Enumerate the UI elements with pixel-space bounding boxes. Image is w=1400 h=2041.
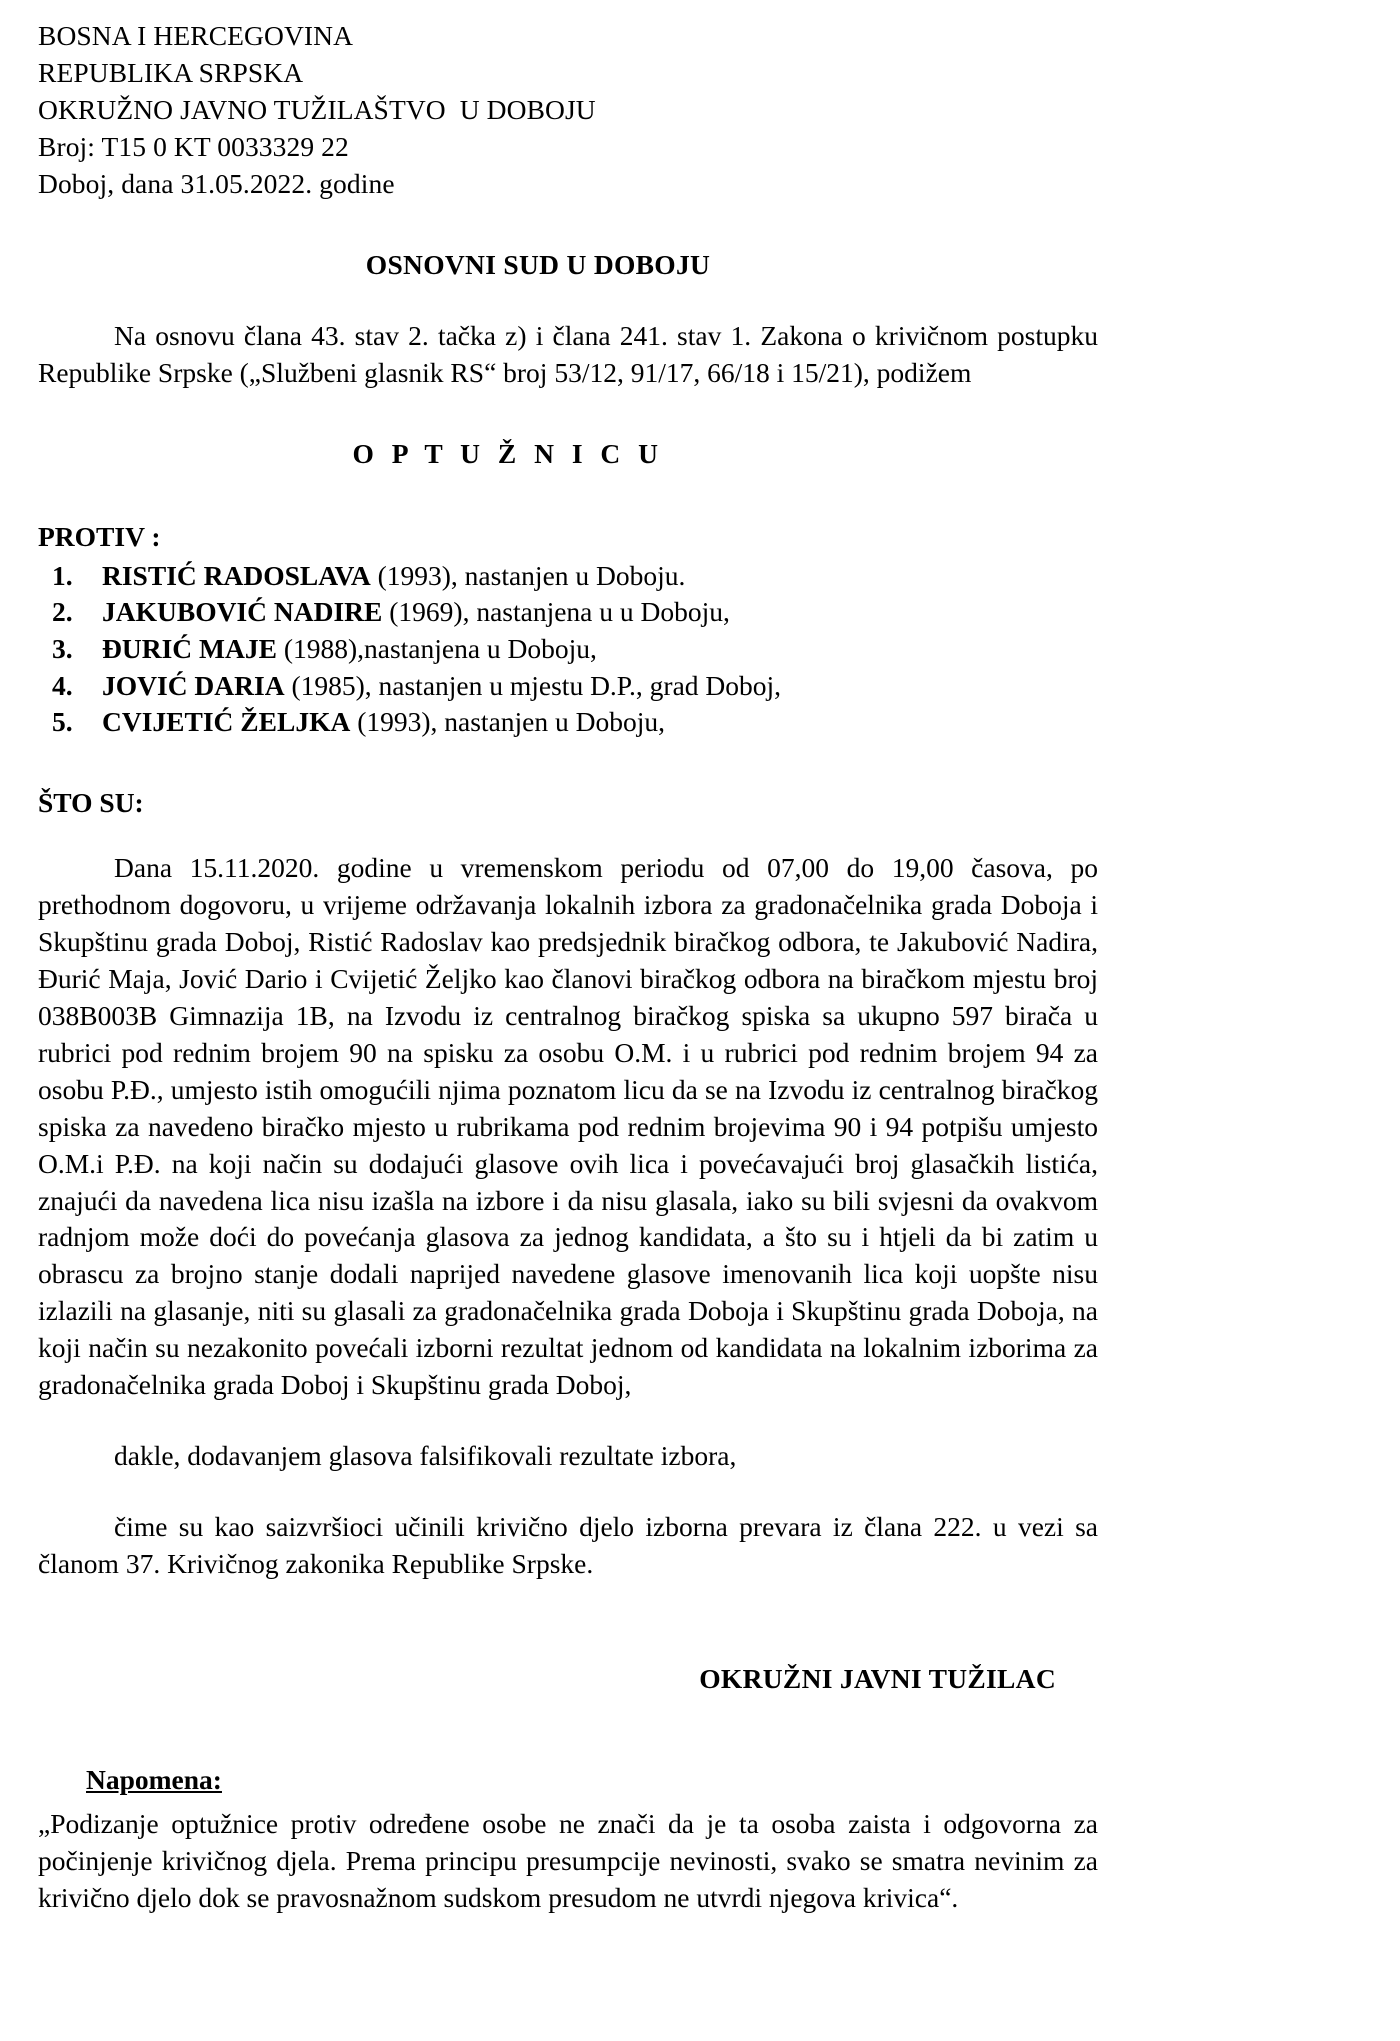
letterhead-line-office: OKRUŽNO JAVNO TUŽILAŠTVO U DOBOJU (38, 93, 596, 125)
what-label: ŠTO SU: (38, 786, 144, 818)
list-item (38, 704, 1098, 741)
note-body: „Podizanje optužnice protiv određene osobe ne znači da je ta osoba zaista i odgovorna za počinjenje krivičnog djela. Prema principu presumpcije nevinosti, svako se smatra nevinim za krivično djelo dok se pravosnažnom sudskom presudom ne utvrdi njegova krivica“. (38, 1808, 1098, 1914)
defendant-details: (1993), nastanjen u Doboju. (377, 559, 686, 591)
indictment-heading: O P T U Ž N I C U (352, 437, 664, 469)
list-item (38, 594, 1098, 631)
letterhead-line-case-number: Broj: T15 0 KT 0033329 22 (38, 130, 349, 162)
defendant-list (38, 558, 1098, 741)
note-block (38, 1762, 1098, 1917)
note-label: Napomena: (86, 1764, 222, 1796)
defendant-name: CVIJETIĆ ŽELJKA (102, 706, 351, 738)
defendant-number: 2. (52, 596, 73, 628)
letterhead-line-place-date: Doboj, dana 31.05.2022. godine (38, 167, 395, 199)
letterhead-line-entity: REPUBLIKA SRPSKA (38, 56, 304, 88)
defendant-details: (1988),nastanjena u Doboju, (283, 632, 597, 664)
list-item (38, 631, 1098, 668)
addressed-court-title: OSNOVNI SUD U DOBOJU (365, 248, 711, 280)
defendant-name: RISTIĆ RADOSLAVA (102, 559, 371, 591)
defendant-name: JAKUBOVIĆ NADIRE (102, 596, 383, 628)
defendant-name: JOVIĆ DARIA (102, 669, 285, 701)
note-label-row (38, 1762, 1098, 1799)
defendant-number: 1. (52, 559, 73, 591)
list-item (38, 558, 1098, 595)
dakle-paragraph: dakle, dodavanjem glasova falsifikovali rezultate izbora, (114, 1440, 737, 1472)
defendant-number: 4. (52, 669, 73, 701)
list-item (38, 668, 1098, 705)
defendant-name: ĐURIĆ MAJE (102, 632, 277, 664)
defendant-number: 3. (52, 632, 73, 664)
defendant-details: (1969), nastanjena u u Doboju, (389, 596, 730, 628)
letterhead-line-country: BOSNA I HERCEGOVINA (38, 20, 354, 51)
qualification-paragraph: čime su kao saizvršioci učinili krivično djelo izborna prevara iz člana 222. u vezi sa članom 37. Krivičnog zakonika Republike Srpske. (38, 1511, 1098, 1580)
document-body (38, 18, 1098, 1917)
defendant-details: (1985), nastanjen u mjestu D.P., grad Doboj, (291, 669, 782, 701)
against-label: PROTIV : (38, 520, 161, 552)
letterhead (38, 18, 1098, 203)
legal-basis-paragraph: Na osnovu člana 43. stav 2. tačka z) i člana 241. stav 1. Zakona o krivičnom postupku Republike Srpske („Službeni glasnik RS“ broj 53/12, 91/17, 66/18 i 15/21), podižem (38, 319, 1098, 388)
defendant-number: 5. (52, 706, 73, 738)
allegation-paragraph: Dana 15.11.2020. godine u vremenskom periodu od 07,00 do 19,00 časova, po prethodnom dogovoru, u vrijeme održavanja lokalnih izbora za gradonačelnika grada Doboja i Skupštinu grada Doboj, Ristić Radoslav kao predsjednik biračkog odbora, te Jakubović Nadira, Đurić Maja, Jović Dario i Cvijetić Željko kao članovi biračkog odbora na biračkom mjestu broj 038B003B Gimnazija 1B, na Izvodu iz centralnog biračkog spiska sa ukupno 597 birača u rubrici pod rednim brojem 90 na spisku za osobu O.M. i u rubrici pod rednim brojem 94 za osobu P.Đ., umjesto istih omogućili njima poznatom licu da se na Izvodu iz centralnog biračkog spiska za navedeno biračko mjesto u rubrikama pod rednim brojevima 90 i 94 potpišu umjesto O.M.i P.Đ. na koji način su dodajući glasove ovih lica i povećavajući broj glasačkih listića, znajući da navedena lica nisu izašla na izbore i da nisu glasala, iako su bili svjesni da ovakvom radnjom može doći do povećanja glasova za jednog kandidata, a što su i htjeli da bi zatim u obrascu za brojno stanje dodali naprijed navedene glasove imenovanih lica koji uopšte nisu izlazili na glasanje, niti su glasali za gradonačelnika grada Doboja i Skupštinu grada Doboja, na koji način su nezakonito povećali izborni rezultat jednom od kandidata na lokalnim izborima za gradonačelnika grada Doboj i Skupštinu grada Doboj, (38, 851, 1098, 1401)
prosecutor-signature-line: OKRUŽNI JAVNI TUŽILAC (699, 1663, 1056, 1695)
defendant-details: (1993), nastanjen u Doboju, (357, 706, 665, 738)
